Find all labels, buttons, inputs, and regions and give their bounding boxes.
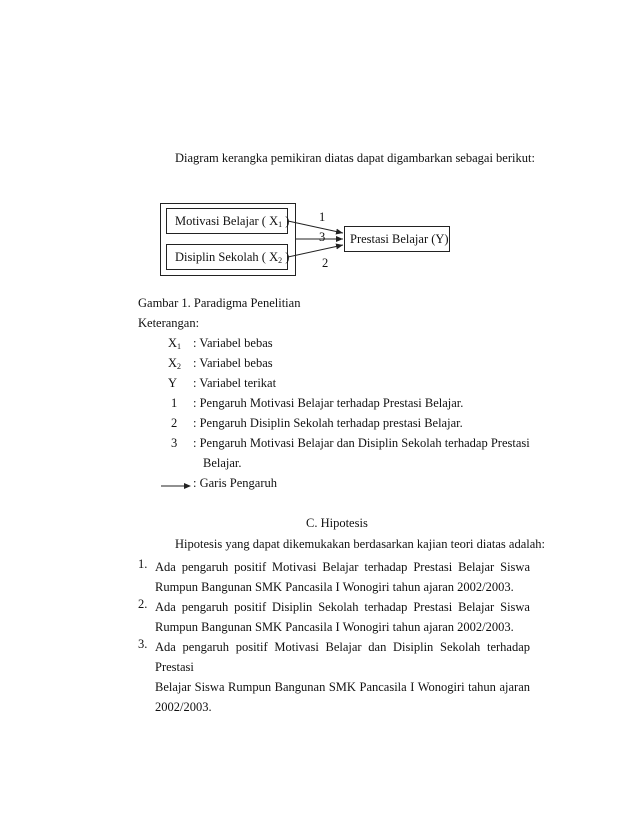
legend-symbol: Y — [168, 376, 178, 390]
list-item-line: Belajar Siswa Rumpun Bangunan SMK Pancasila I Wonogiri tahun ajaran — [155, 680, 530, 694]
legend-desc: : Pengaruh Motivasi Belajar terhadap Prestasi Belajar. — [193, 396, 464, 410]
x1-subscript: 1 — [278, 220, 283, 229]
list-item-line: Rumpun Bangunan SMK Pancasila I Wonogiri tahun ajaran 2002/2003. — [155, 620, 514, 634]
list-item — [155, 597, 530, 637]
legend-heading: Keterangan: — [138, 316, 200, 330]
list-number: 1. — [138, 557, 148, 571]
intro-text: Diagram kerangka pemikiran diatas dapat digambarkan sebagai berikut: — [175, 151, 535, 165]
legend-symbol: 1 — [171, 396, 178, 410]
legend-symbol — [168, 336, 181, 351]
arrow-x1-to-y — [288, 221, 343, 233]
legend-symbol-text: X — [168, 336, 178, 350]
legend-symbol-text: X — [168, 356, 178, 370]
legend-arrow-desc: : Garis Pengaruh — [193, 476, 278, 490]
list-number: 2. — [138, 597, 148, 611]
legend-symbol: 3 — [171, 436, 178, 450]
section-heading: C. Hipotesis — [306, 516, 368, 530]
list-item — [155, 637, 530, 717]
arrow-label-3: 3 — [319, 230, 326, 244]
legend-symbol — [168, 356, 181, 371]
legend-symbol: 2 — [171, 416, 178, 430]
legend-desc: : Variabel bebas — [193, 336, 273, 350]
list-item-line: Rumpun Bangunan SMK Pancasila I Wonogiri tahun ajaran 2002/2003. — [155, 580, 514, 594]
legend-subscript: 2 — [177, 362, 182, 371]
list-item-line: Ada pengaruh positif Motivasi Belajar dan Disiplin Sekolah terhadap Prestasi — [155, 640, 530, 674]
arrow-x2-to-y — [288, 245, 343, 257]
legend-desc: : Variabel bebas — [193, 356, 273, 370]
hypothesis-intro: Hipotesis yang dapat dikemukakan berdasarkan kajian teori diatas adalah: — [175, 537, 546, 551]
legend-desc-continued: Belajar. — [203, 456, 242, 470]
list-item-line: 2002/2003. — [155, 700, 212, 714]
arrow-label-1: 1 — [319, 210, 326, 224]
list-item — [155, 557, 530, 597]
list-item-line: Ada pengaruh positif Motivasi Belajar terhadap Prestasi Belajar Siswa — [155, 560, 530, 574]
legend-subscript: 1 — [177, 342, 182, 351]
x2-subscript: 2 — [278, 256, 283, 265]
legend-desc: : Pengaruh Disiplin Sekolah terhadap prestasi Belajar. — [193, 416, 463, 430]
legend-desc: : Pengaruh Motivasi Belajar dan Disiplin Sekolah terhadap Prestasi — [193, 436, 530, 450]
figure-caption: Gambar 1. Paradigma Penelitian — [138, 296, 301, 310]
list-item-line: Ada pengaruh positif Disiplin Sekolah terhadap Prestasi Belajar Siswa — [155, 600, 530, 614]
arrow-label-2: 2 — [322, 256, 329, 270]
x1-label-close: ) — [282, 214, 290, 228]
x2-label-close: ) — [282, 250, 290, 264]
y-label: Prestasi Belajar (Y) — [350, 232, 449, 246]
legend-desc: : Variabel terikat — [193, 376, 277, 390]
x2-label-text: Disiplin Sekolah ( X — [175, 250, 279, 264]
arrow-icon — [160, 481, 192, 491]
list-number: 3. — [138, 637, 148, 651]
x1-label-text: Motivasi Belajar ( X — [175, 214, 279, 228]
